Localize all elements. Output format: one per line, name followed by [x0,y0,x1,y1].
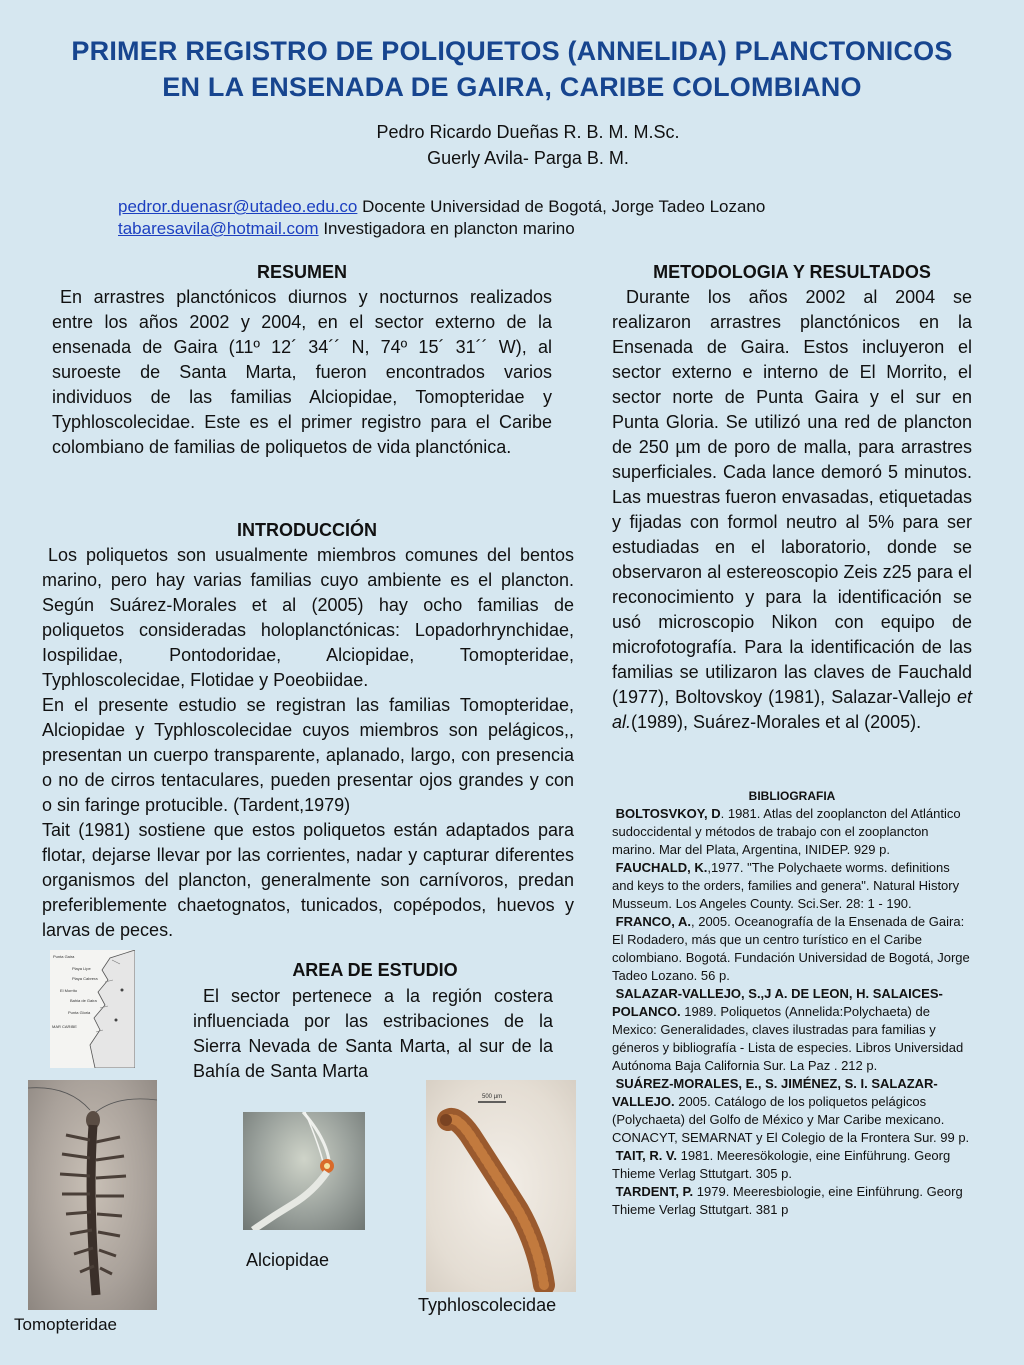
bib-rest: 1981. Meeresökologie, eine Einführung. Georg Thieme Verlag Sttutgart. 305 p. [612,1148,951,1181]
metodologia-heading: METODOLOGIA Y RESULTADOS [653,262,931,282]
typhloscolecidae-drawing [426,1080,576,1292]
bib-rest: 1979. Meeresbiologie, eine Einführung. Georg Thieme Verlag Sttutgart. 381 p [612,1184,963,1217]
bib-entry [612,1075,974,1147]
bibliografia-list [612,805,974,1219]
bib-author: FAUCHALD, K. [615,860,708,875]
introduccion-p1: Los poliquetos son usualmente miembros comunes del bentos marino, pero hay varias familias cuyo ambiente es el plancton. Según Suárez-Morales et al (2005) hay ocho familias de poliquetos consideradas holoplanctónicas: Lopadorhrynchidae, Iospilidae, Pontodoridae, Alciopidae, Tomopteridae, Typhloscolecidae, Flotidae y Poeobiidae. [42,545,574,690]
metodologia-text-a: Durante los años 2002 al 2004 se realizaron arrastres planctónicos en la Ensenada de Gaira. Estos incluyeron el sector externo e interno de El Morrito, el sector norte de Punta Gaira y el sur en Punta Gloria. Se utilizó una red de plancton de 250 µm de poro de malla, para arrastres superficiales. Cada lance demoró 5 minutos. Las muestras fueron envasadas, etiquetadas y fijadas con formol neutro al 5% para ser estudiadas en el laboratorio, donde se observaron al estereoscopio Zeis z25 para el reconocimiento y para la identificación se usó microscopio Nikon con equipo de microfotografía. Para la identificación de las familias se utilizaron las claves de Fauchald (1977), Boltovskoy (1981), Salazar-Vallejo [612,287,972,707]
bib-entry [612,1183,974,1219]
map-label: El Morrito [60,988,78,993]
resumen-text: En arrastres planctónicos diurnos y nocturnos realizados entre los años 2002 y 2004, en el sector externo de la ensenada de Gaira (11º 12´ 34´´ N, 74º 15´ 31´´ W), al suroeste de Santa Marta, fueron encontrados varios individuos de las familias Alciopidae, Tomopteridae y Typhloscolecidae. Este es el primer registro para el Caribe colombiano de familias de poliquetos de vida planctónica. [52,287,552,457]
bib-rest: 1989. Poliquetos (Annelida:Polychaeta) de Mexico: Generalidades, claves ilustradas para familias y géneros y bibliografía - Lista de especies. Libros Universidad Autónoma Baja California Sur. La Paz . 212 p. [612,1004,964,1073]
bib-author: TAIT, R. V. [615,1148,678,1163]
metodologia-text [612,285,972,735]
alciopidae-drawing [243,1112,365,1230]
metodologia-et-al: et al. [612,687,972,732]
email-link-1[interactable]: pedror.duenasr@utadeo.edu.co [118,197,358,216]
area-text: El sector pertenece a la región costera influenciada por las estribaciones de la Sierra Nevada de Santa Marta, al sur de la Bahía de Santa Marta [193,986,553,1081]
bib-author: FRANCO, A. [615,914,691,929]
tomopteridae-photo [28,1080,157,1310]
author-1: Pedro Ricardo Dueñas R. B. M. M.Sc. [376,122,680,142]
email-line-2 [118,219,575,239]
map-label: Punta Gloria [68,1010,91,1015]
map-drawing [50,950,135,1068]
bib-entry [612,913,974,985]
bib-entry [612,1147,974,1183]
bib-author: SALAZAR-VALLEJO, S.,J A. DE LEON, H. SALAICES-POLANCO. [612,986,943,1019]
resumen-heading: RESUMEN [256,262,347,282]
introduccion-p3: Tait (1981) sostiene que estos poliquetos están adaptados para flotar, dejarse llevar por las corrientes, nadar y capturar diferentes organismos del plancton, generalmente son carnívoros, predan preferiblemente chaetognatos, tunicados, copépodos, huevos y larvas de peces. [42,820,574,940]
caption-typhloscolecidae: Typhloscolecidae [418,1295,557,1315]
introduccion-heading: INTRODUCCIÓN [237,520,377,540]
email-desc-2: Investigadora en plancton marino [323,219,575,238]
map-label: Playa Lipe [72,966,91,971]
bib-rest: . 1981. Atlas del zooplancton del Atlántico sudoccidental y métodos de trabajo con el zooplancton marino. Mar del Plata, Argentina, INIDEP. 929 p. [612,806,961,857]
map-label: Punta Gaira [53,954,75,959]
tomopteridae-drawing [28,1080,157,1310]
caption-alciopidae: Alciopidae [246,1250,330,1270]
bib-rest: , 2005. Oceanografía de la Ensenada de Gaira: El Rodadero, más que un centro turístico en el Caribe colombiano. Bogotá. Fundación Universidad de Bogotá, Jorge Tadeo Lozano. 56 p. [612,914,970,983]
alciopidae-photo [243,1112,365,1230]
bib-rest: ,1977. "The Polychaete worms. definitions and keys to the orders, families and genera". Natural History Musseum. Los Angeles County. Sci.Ser. 28: 1 - 190. [612,860,960,911]
email-desc-1: Docente Universidad de Bogotá, Jorge Tadeo Lozano [362,197,766,216]
caption-tomopteridae: Tomopteridae [14,1315,118,1334]
email-line-1 [118,197,765,217]
title-line-1: PRIMER REGISTRO DE POLIQUETOS (ANNELIDA) PLANCTONICOS [71,36,953,66]
email-link-2[interactable]: tabaresavila@hotmail.com [118,219,319,238]
bib-entry [612,985,974,1075]
area-heading: AREA DE ESTUDIO [292,960,458,980]
map-label: Playa Cabrera [72,976,98,981]
bibliografia-heading: BIBLIOGRAFIA [748,789,836,803]
typhloscolecidae-photo [426,1080,576,1292]
bib-rest: 2005. Catálogo de los poliquetos pelágicos (Polychaeta) del Golfo de México y Mar Caribe mexicano. CONACYT, SEMARNAT y El Colegio de la Frontera Sur. 99 p. [612,1094,970,1145]
bib-author: BOLTOSVKOY, D [615,806,721,821]
scale-label: 500 µm [482,1094,503,1100]
bib-entry [612,805,974,859]
bib-author: SUÁREZ-MORALES, E., S. JIMÉNEZ, S. I. SALAZAR-VALLEJO. [612,1076,938,1109]
introduccion-body [42,543,574,943]
metodologia-text-b: (1989), Suárez-Morales et al (2005). [631,712,922,732]
study-area-map [50,950,135,1068]
map-label: MAR CARIBE [52,1024,77,1029]
title-line-2: EN LA ENSENADA DE GAIRA, CARIBE COLOMBIANO [162,72,862,102]
bib-author: TARDENT, P. [615,1184,694,1199]
map-label: Bahia de Gaira [70,998,97,1003]
bib-entry [612,859,974,913]
author-2: Guerly Avila- Parga B. M. [427,148,629,168]
introduccion-p2: En el presente estudio se registran las familias Tomopteridae, Alciopidae y Typhloscolecidae cuyos miembros son pelágicos,, presentan un cuerpo transparente, aplanado, largo, con presencia o no de cirros tentaculares, pueden presentar ojos grandes y con o sin faringe protucible. (Tardent,1979) [42,695,574,815]
